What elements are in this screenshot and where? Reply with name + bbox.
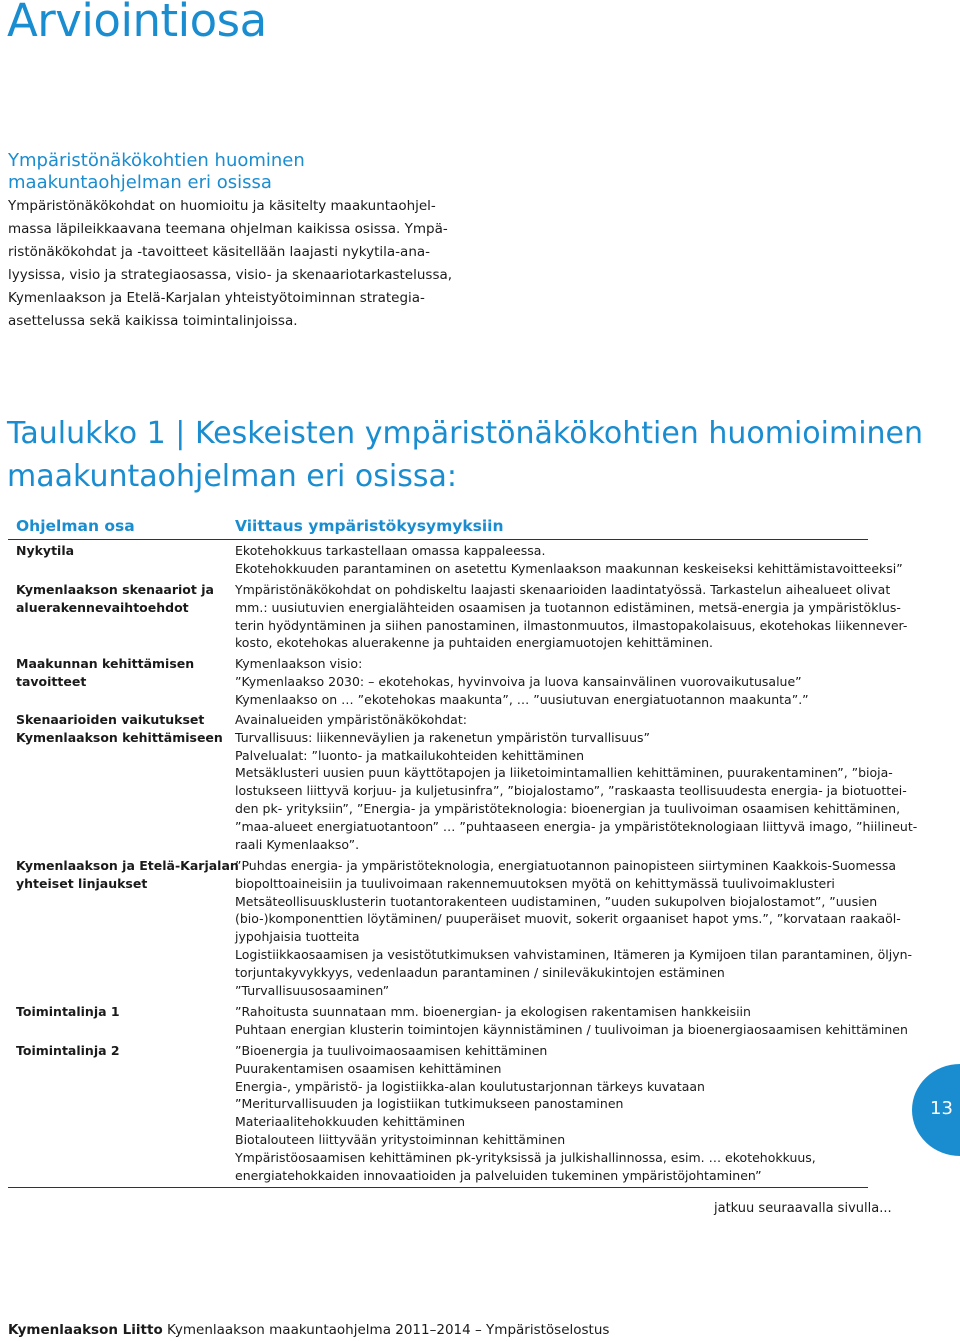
intro-line: lyysissa, visio ja strategiaosassa, visio- ja skenaariotarkastelussa, — [8, 267, 453, 283]
row-text-line: kosto, ekotehokas aluerakenne ja puhtaiden energiamuotojen kehittäminen. — [235, 635, 714, 651]
row-text-line: Ekotehokkuus tarkastellaan omassa kappaleessa. — [235, 543, 546, 558]
column-header-environment: Viittaus ympäristökysymyksiin — [235, 517, 504, 535]
row-text-line: Metsäteollisuusklusterin tuotantorakenteen uudistaminen, ”uuden sukupolven biojalostamot”, ”uusien — [235, 893, 878, 909]
row-label-line: Maakunnan kehittämisen — [16, 656, 195, 671]
row-text-line: Ympäristöosaamisen kehittäminen pk-yrityksissä ja julkishallinnossa, esim. … ekotehokkuus, — [235, 1149, 816, 1165]
table-header-divider — [8, 539, 868, 540]
row-label-line: Skenaarioiden vaikutukset — [16, 712, 205, 727]
page-footer — [8, 1322, 609, 1338]
footer-document: Kymenlaakson maakuntaohjelma 2011–2014 – Ympäristöselostus — [167, 1322, 610, 1338]
row-text-line: Biotalouteen liittyvään yritystoiminnan kehittäminen — [235, 1131, 566, 1147]
row-text-line: Ympäristönäkökohdat on pohdiskeltu laajasti skenaarioiden laadintatyössä. Tarkastelun aihealueet olivat — [235, 582, 891, 597]
column-header-program-part: Ohjelman osa — [16, 517, 135, 535]
row-text-line: den pk- yrityksiin”, ”Energia- ja ympäristöteknologia: bioenergian ja tuulivoiman osaamisen kehittäminen, — [235, 800, 901, 816]
row-text-line: Ekotehokkuuden parantaminen on asetettu Kymenlaakson maakunnan keskeiseksi kehittämistavoitteeksi” — [235, 560, 903, 576]
row-text-line: ”Meriturvallisuuden ja logistiikan tutkimukseen panostaminen — [235, 1096, 624, 1112]
row-label-skenaariot — [16, 581, 221, 617]
row-text-line: Energia-, ympäristö- ja logistiikka-alan koulutustarjonnan tärkeys kuvataan — [235, 1078, 705, 1094]
row-text-nykytila — [235, 542, 903, 578]
table-title-line: maakuntaohjelman eri osissa: — [7, 459, 457, 494]
row-label-line: Kymenlaakson skenaariot ja — [16, 582, 214, 597]
row-text-line: Palvelualat: ”luonto- ja matkailukohteiden kehittäminen — [235, 747, 585, 763]
section-heading-line: Ympäristönäkökohtien huominen — [8, 150, 305, 171]
row-label-nykytila — [16, 542, 221, 560]
intro-line: Ympäristönäkökohdat on huomioitu ja käsitelty maakuntaohjel- — [8, 198, 436, 214]
page-title: Arviointiosa — [7, 0, 267, 47]
intro-line: massa läpileikkaavana teemana ohjelman kaikissa osissa. Ympä- — [8, 221, 448, 237]
intro-paragraph — [8, 195, 453, 333]
row-label-toimintalinja-2 — [16, 1042, 221, 1060]
page-number: 13 — [930, 1098, 953, 1119]
row-text-yhteiset-linjaukset — [235, 857, 913, 999]
row-label-line: yhteiset linjaukset — [16, 876, 148, 891]
intro-line: Kymenlaakson ja Etelä-Karjalan yhteistyötoiminnan strategia- — [8, 290, 425, 306]
table-title — [7, 412, 924, 498]
intro-line: ristönäkökohdat ja -tavoitteet käsitellään laajasti nykytila-ana- — [8, 244, 431, 260]
row-text-line: Kymenlaakso on … ”ekotehokas maakunta”, … ”uusiutuvan energiatuotannon maakunta”.” — [235, 691, 809, 707]
table-bottom-divider — [8, 1187, 868, 1188]
row-text-line: ”Rahoitusta suunnataan mm. bioenergian- ja ekologisen rakentamisen hankkeisiin — [235, 1004, 751, 1019]
row-label-line: Kymenlaakson ja Etelä-Karjalan — [16, 858, 239, 873]
row-text-line: ”Bioenergia ja tuulivoimaosaamisen kehittäminen — [235, 1043, 548, 1058]
row-text-line: Materiaalitehokkuuden kehittäminen — [235, 1114, 466, 1130]
row-label-line: Toimintalinja 2 — [16, 1043, 120, 1058]
row-text-line: terin hyödyntäminen ja siihen panostaminen, ilmastonmuutos, ilmastopakolaisuus, ekotehokas liikennever- — [235, 617, 908, 633]
row-text-line: Logistiikkaosaamisen ja vesistötutkimuksen vahvistaminen, Itämeren ja Kymijoen tilan parantaminen, öljyn- — [235, 946, 913, 962]
row-label-line: Nykytila — [16, 543, 75, 558]
row-text-line: ”Kymenlaakso 2030: – ekotehokas, hyvinvoiva ja luova kansainvälinen vuorovaikutusalue” — [235, 673, 802, 689]
row-text-line: Avainalueiden ympäristönäkökohdat: — [235, 712, 467, 727]
row-text-tavoitteet — [235, 655, 875, 708]
row-label-line: tavoitteet — [16, 674, 87, 689]
row-label-toimintalinja-1 — [16, 1003, 221, 1021]
row-text-skenaariot — [235, 581, 908, 652]
row-text-line: raali Kymenlaakso”. — [235, 836, 360, 852]
row-text-toimintalinja-2 — [235, 1042, 875, 1184]
row-text-line: ”maa-alueet energiatuotantoon” … ”puhtaaseen energia- ja ympäristöteknologiaan liittyvä imago, ”hiilineut- — [235, 818, 918, 834]
row-text-line: ”Turvallisuusosaaminen” — [235, 982, 390, 998]
row-label-line: Kymenlaakson kehittämiseen — [16, 730, 223, 745]
row-label-line: Toimintalinja 1 — [16, 1004, 120, 1019]
section-heading-line: maakuntaohjelman eri osissa — [8, 172, 272, 193]
row-text-line: ”Puhdas energia- ja ympäristöteknologia, energiatuotannon painopisteen siirtyminen Kaakkois-Suomessa — [235, 858, 897, 873]
row-label-vaikutukset — [16, 711, 221, 747]
row-text-line: Metsäklusteri uusien puun käyttötapojen ja liiketoimintamallien kehittäminen, puurakentaminen”, ”bioja- — [235, 765, 893, 781]
row-label-yhteiset-linjaukset — [16, 857, 239, 893]
intro-line: asettelussa sekä kaikissa toimintalinjoissa. — [8, 313, 298, 329]
continued-note: jatkuu seuraavalla sivulla... — [714, 1201, 892, 1216]
row-label-line: aluerakennevaihtoehdot — [16, 600, 189, 615]
row-text-line: torjuntakyvykkyys, vedenlaadun parantaminen / sinileväkukintojen estäminen — [235, 964, 725, 980]
row-text-line: lostukseen liittyvä korjuu- ja kuljetusinfra”, ”biojalostamo”, ”raskaasta teollisuudesta energia- ja biotuottei- — [235, 783, 907, 799]
section-heading — [8, 150, 448, 194]
row-text-line: mm.: uusiutuvien energialähteiden osaamisen ja tuotannon edistäminen, metsä-energia ja ympäristöklus- — [235, 599, 901, 615]
table-title-line: Taulukko 1 | Keskeisten ympäristönäkökohtien huomioiminen — [7, 416, 924, 451]
row-label-tavoitteet — [16, 655, 221, 691]
row-text-line: biopolttoaineisiin ja tuulivoimaan rakennemuutoksen myötä on kehittymässä tuulivoimaklusteri — [235, 875, 835, 891]
row-text-line: Turvallisuus: liikenneväylien ja rakenetun ympäristön turvallisuus” — [235, 729, 650, 745]
row-text-line: Puurakentamisen osaamisen kehittäminen — [235, 1060, 502, 1076]
row-text-line: jypohjaisia tuotteita — [235, 929, 360, 945]
row-text-line: Kymenlaakson visio: — [235, 656, 363, 671]
row-text-vaikutukset — [235, 711, 918, 853]
row-text-line: Puhtaan energian klusterin toimintojen käynnistäminen / tuulivoiman ja bioenergiaosaamisen kehittäminen — [235, 1021, 908, 1037]
row-text-toimintalinja-1 — [235, 1003, 908, 1039]
row-text-line: (bio-)komponenttien löytäminen/ puuperäiset muovit, sokerit orgaaniset hapot yms.”, ”korvataan raakaöl- — [235, 911, 901, 927]
footer-publisher: Kymenlaakson Liitto — [8, 1322, 163, 1338]
row-text-line: energiatehokkaiden innovaatioiden ja palveluiden tukeminen ympäristöjohtaminen” — [235, 1167, 762, 1183]
